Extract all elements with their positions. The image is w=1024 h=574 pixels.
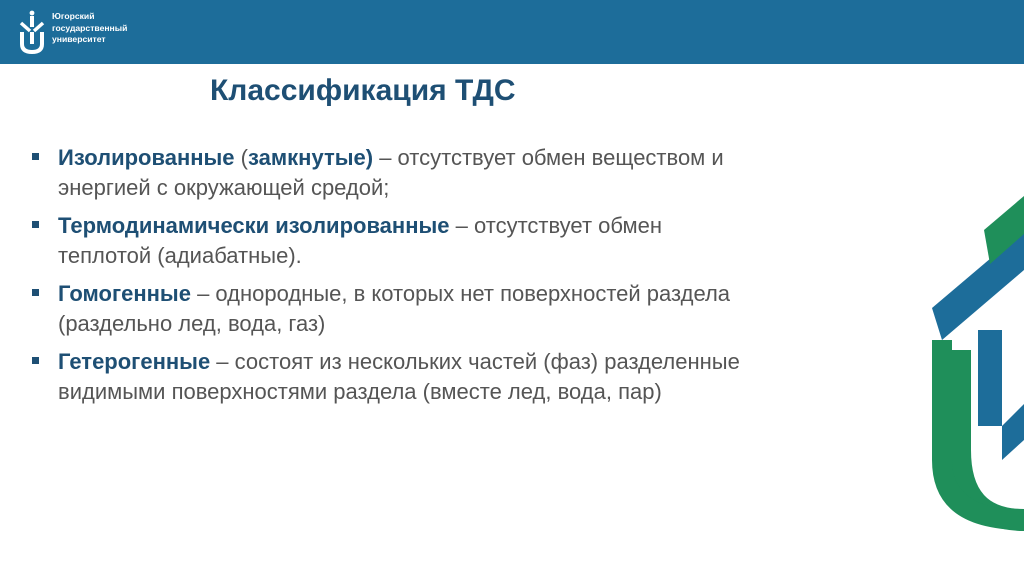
bullet-item-heterogeneous bbox=[30, 347, 760, 407]
bullet-description: – отсутствует обмен веществом и энергией с окружающей средой; bbox=[58, 145, 724, 200]
bullet-item-thermo-isolated bbox=[30, 211, 760, 271]
bullet-square-icon bbox=[32, 153, 39, 160]
bullet-term-secondary: замкнутые) bbox=[248, 145, 374, 170]
bullet-text bbox=[58, 281, 730, 336]
university-name bbox=[52, 11, 127, 46]
university-name-line-3: университет bbox=[52, 34, 106, 44]
university-logo-icon bbox=[18, 10, 46, 54]
slide-title: Классификация ТДС bbox=[210, 74, 516, 107]
bullet-square-icon bbox=[32, 289, 39, 296]
bullet-list bbox=[30, 143, 760, 415]
bullet-term: Гомогенные bbox=[58, 281, 191, 306]
university-name-line-1: Югорский bbox=[52, 11, 95, 21]
bullet-term: Изолированные bbox=[58, 145, 235, 170]
bullet-text bbox=[58, 349, 740, 404]
header-bar bbox=[0, 0, 1024, 64]
university-name-line-2: государственный bbox=[52, 22, 128, 33]
decorative-logo-graphic bbox=[932, 190, 1024, 574]
bullet-square-icon bbox=[32, 357, 39, 364]
bullet-term: Термодинамически изолированные bbox=[58, 213, 450, 238]
bullet-description: – состоят из нескольких частей (фаз) разделенные видимыми поверхностями раздела (вместе лед, вода, пар) bbox=[58, 349, 740, 404]
bullet-description: – однородные, в которых нет поверхностей раздела (раздельно лед, вода, газ) bbox=[58, 281, 731, 336]
bullet-item-homogeneous bbox=[30, 279, 760, 339]
bullet-square-icon bbox=[32, 221, 39, 228]
bullet-text bbox=[58, 145, 724, 200]
bullet-text bbox=[58, 213, 662, 268]
bullet-term: Гетерогенные bbox=[58, 349, 211, 374]
bullet-description: – отсутствует обмен теплотой (адиабатные). bbox=[58, 213, 662, 268]
bullet-plain: ( bbox=[234, 145, 248, 170]
bullet-item-isolated bbox=[30, 143, 760, 203]
